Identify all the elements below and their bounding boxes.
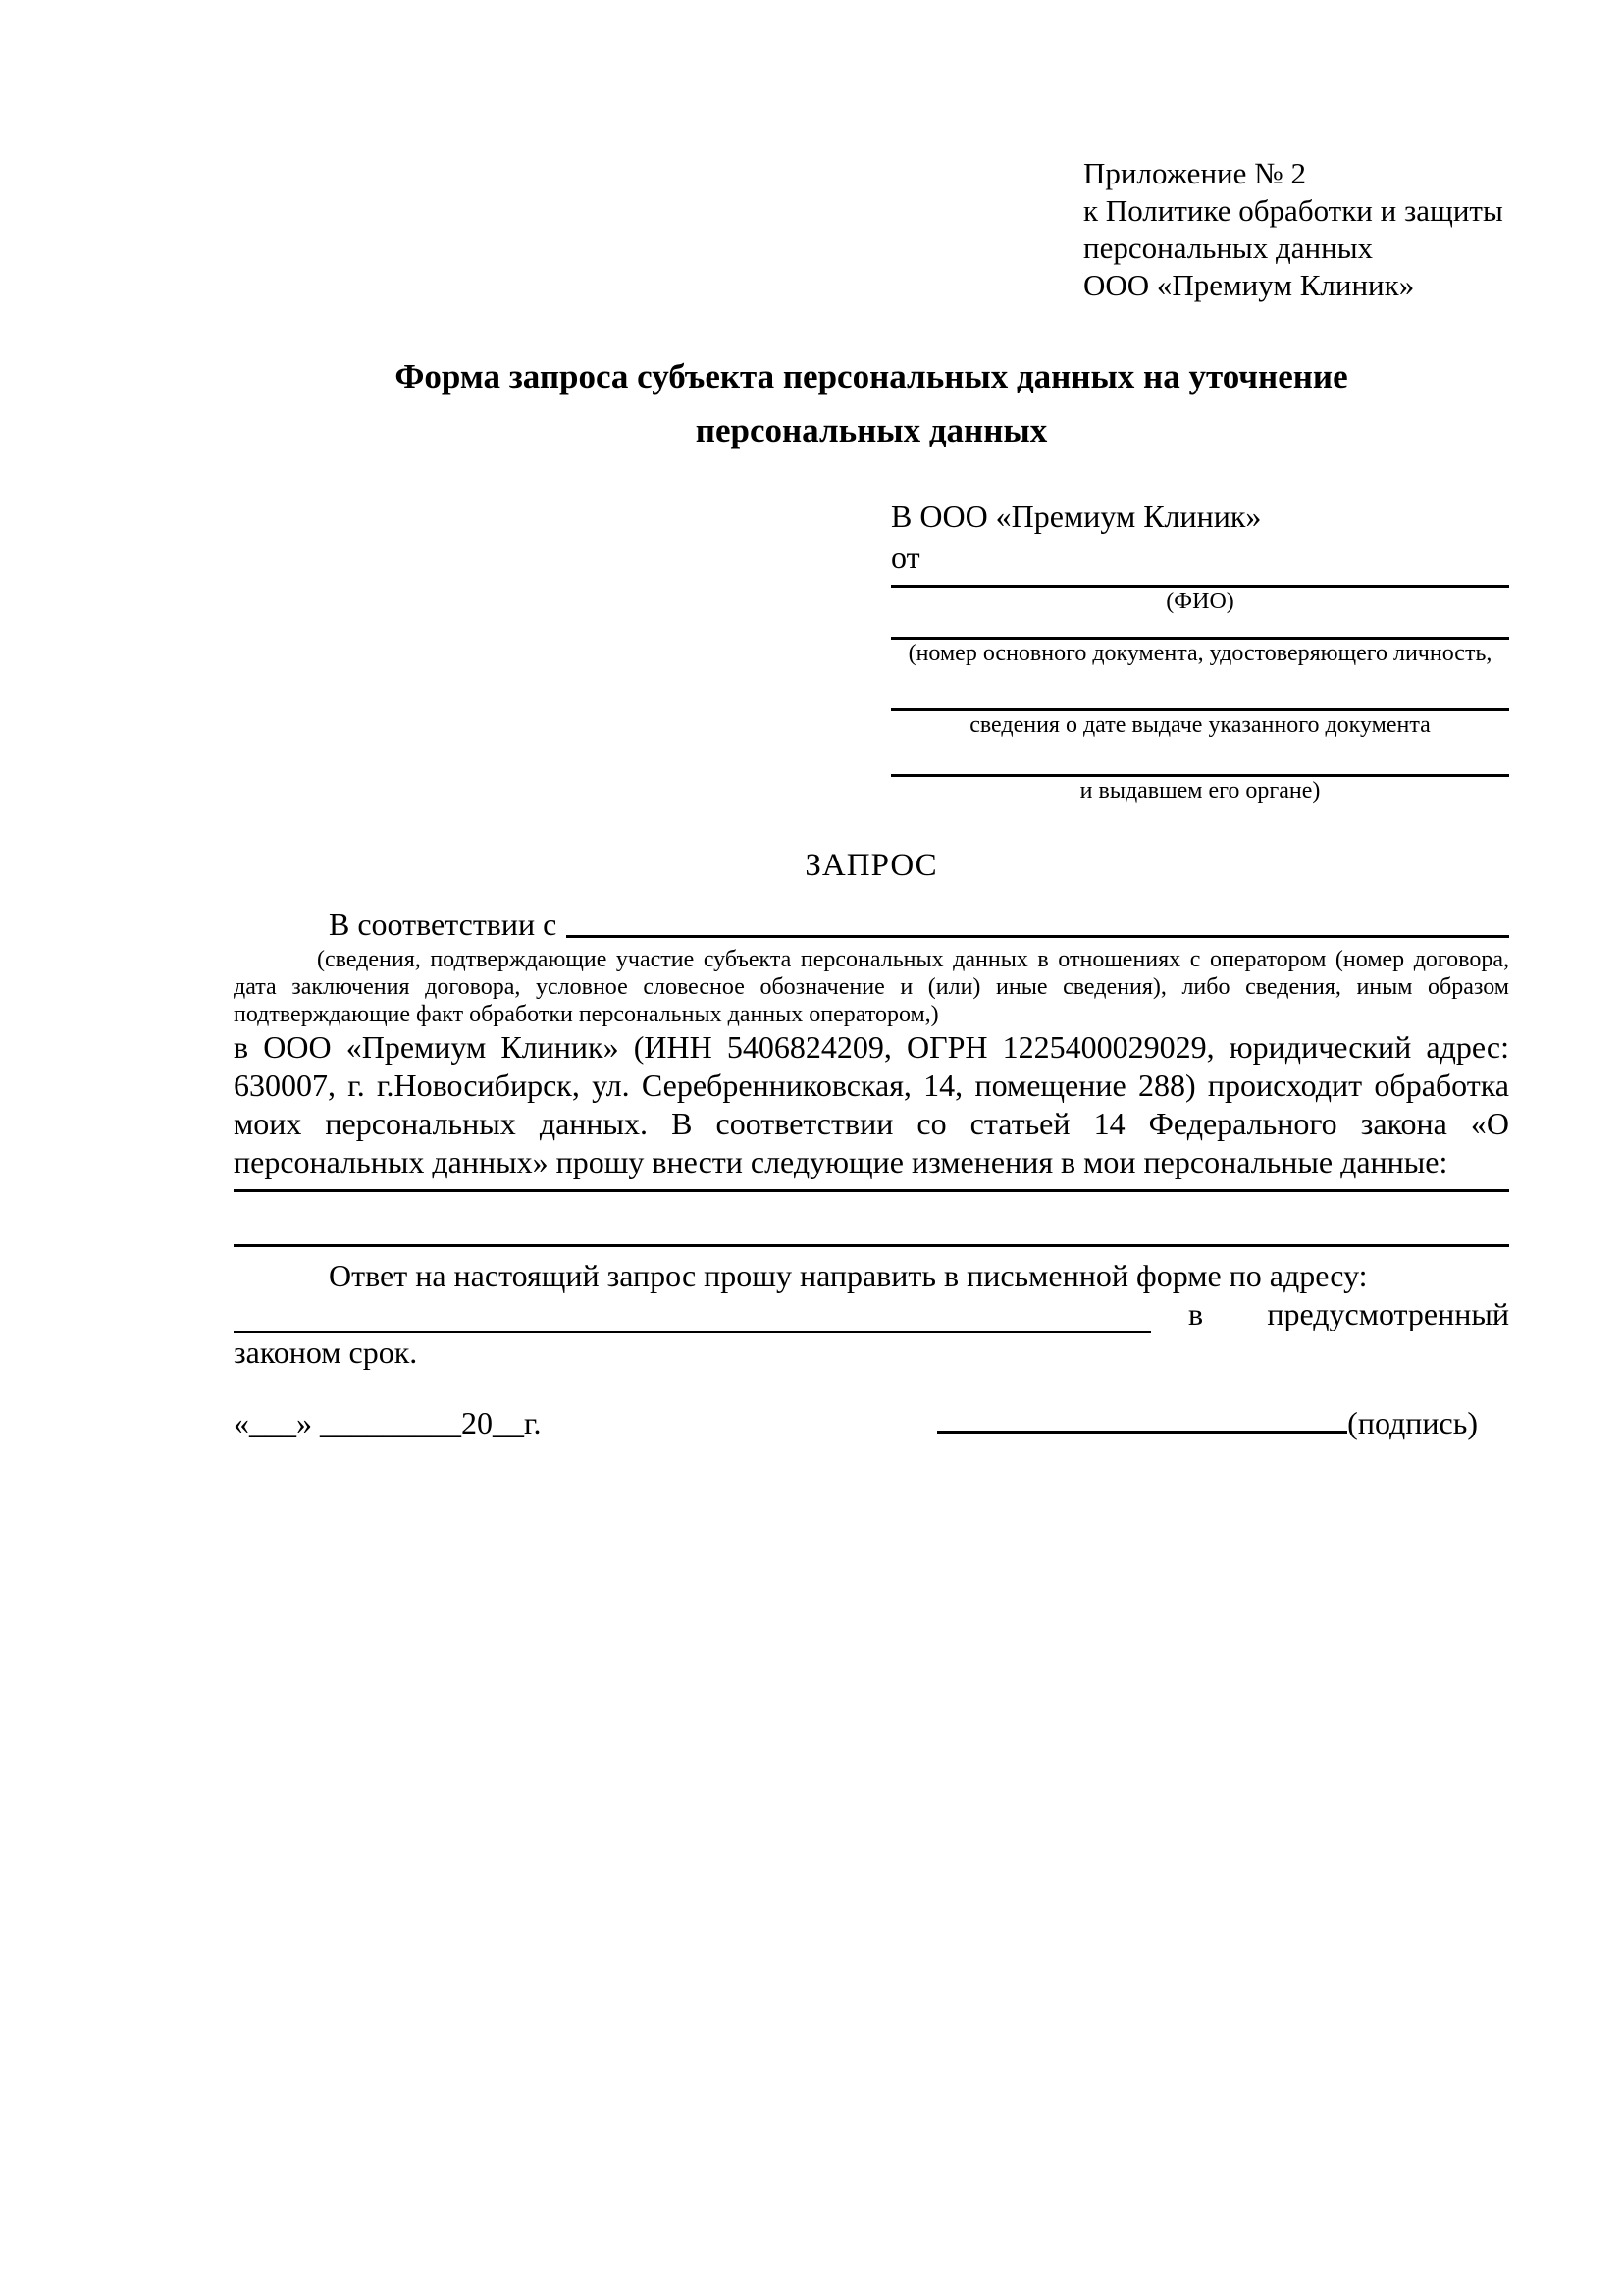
issue-org-blank-line <box>891 739 1509 777</box>
appendix-note-line: персональных данных <box>1083 231 1374 265</box>
addressee-block <box>891 495 1509 805</box>
fio-caption: (ФИО) <box>1166 589 1234 614</box>
note-text: (сведения, подтверждающие участие субъекта персональных данных в отношениях с оператором (номер договора, дата заключения договора, условное словесное обозначение и (или) иные сведения), либо сведения, иным образом подтверждающие факт обработки персональных данных оператором,) <box>234 947 1509 1027</box>
issue-org-caption: и выдавшем его органе) <box>1079 778 1321 804</box>
signature-caption: (подпись) <box>1347 1405 1478 1440</box>
date-line: «___» _________20__г. <box>234 1405 542 1440</box>
fio-blank-line <box>891 577 1509 588</box>
reply-paragraph: Ответ на настоящий запрос прошу направить в письменной форме по адресу: <box>329 1258 1368 1293</box>
reply-tail: законом срок. <box>234 1334 418 1370</box>
document-content <box>234 0 1509 1442</box>
intro-line <box>234 903 1509 946</box>
reply-word-predusmotrenny: предусмотренный <box>1267 1296 1509 1331</box>
issue-date-caption: сведения о дате выдаче указанного документа <box>969 712 1431 738</box>
document-title <box>234 349 1509 457</box>
doc-number-caption: (номер основного документа, удостоверяющего личность, <box>908 641 1492 666</box>
intro-prefix: В соответствии с <box>329 907 557 942</box>
reply-word-v: в <box>1188 1296 1204 1331</box>
reply-address-blank-line <box>234 1301 1151 1333</box>
request-heading: ЗАПРОС <box>805 848 938 883</box>
signature-group <box>937 1403 1478 1442</box>
intro-blank-line <box>566 935 1509 938</box>
footer-row <box>234 1403 1509 1442</box>
addressee-to: В ООО «Премиум Клиник» <box>891 498 1262 534</box>
signature-blank-line <box>937 1407 1347 1434</box>
appendix-note <box>1083 155 1509 304</box>
document-title-line: Форма запроса субъекта персональных данных на уточнение <box>394 357 1348 395</box>
doc-number-blank-line <box>891 615 1509 640</box>
body-paragraph: в ООО «Премиум Клиник» (ИНН 5406824209, ОГРН 1225400029029, юридический адрес: 630007, г. г.Новосибирск, ул. Серебренниковская, 14, помещение 288) происходит обработка моих персональных данных. В соответствии со статьей 14 Федерального закона «О персональных данных» прошу внести следующие изменения в мои персональные данные: <box>234 1029 1509 1179</box>
document-title-line: персональных данных <box>695 411 1048 449</box>
reply-address-row <box>234 1295 1509 1333</box>
appendix-note-line: ООО «Премиум Клиник» <box>1083 268 1415 302</box>
issue-date-blank-line <box>891 667 1509 711</box>
appendix-note-line: к Политике обработки и защиты <box>1083 193 1503 228</box>
appendix-note-line: Приложение № 2 <box>1083 156 1306 190</box>
changes-blank-line-1 <box>234 1181 1509 1192</box>
changes-blank-line-2 <box>234 1192 1509 1247</box>
addressee-from-label: от <box>891 540 920 575</box>
